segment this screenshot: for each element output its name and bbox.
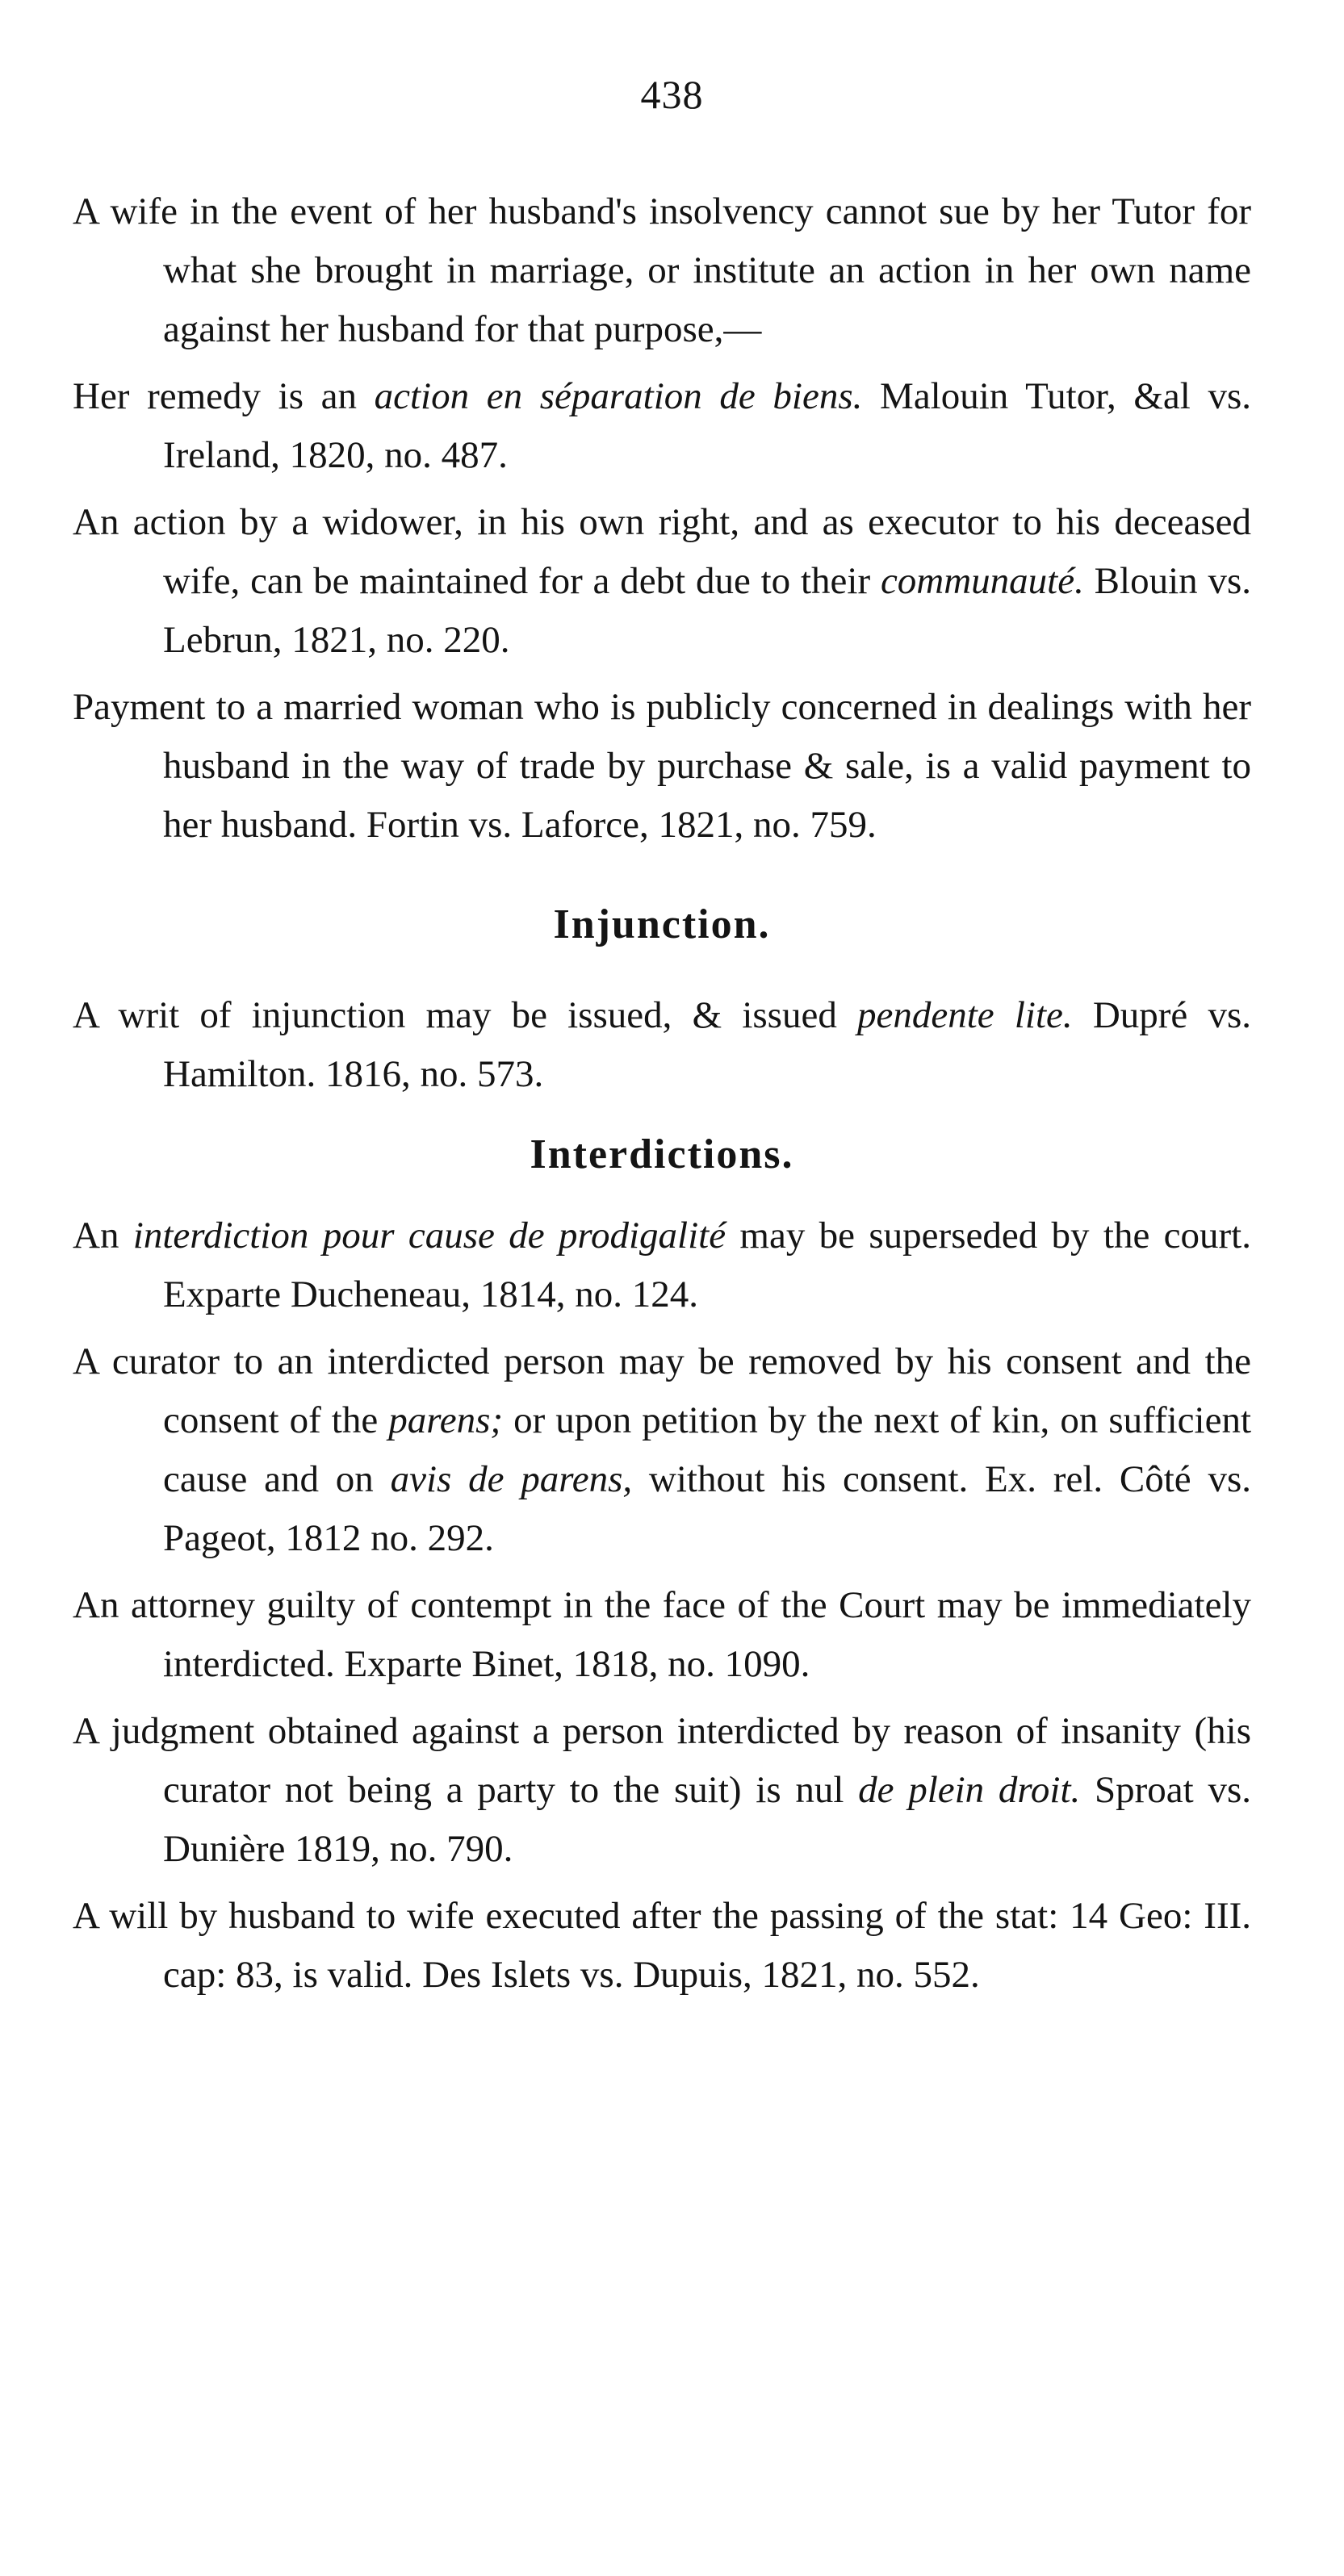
entry-text: A writ of injunction may be issued, & issued bbox=[73, 994, 858, 1036]
entry-text: Her remedy is an bbox=[73, 375, 375, 417]
entry-text: An bbox=[73, 1215, 133, 1257]
page-content bbox=[73, 182, 1251, 2013]
entry-interdiction-prodigalite bbox=[73, 1206, 1251, 1324]
entry-citation: Malouin Tutor, &al vs. Ireland, 1820, no. 487. bbox=[163, 375, 1251, 476]
entry-text: An attorney guilty of contempt in the face of the Court may be immediately interdicted. Exparte Binet, 1818, no. 1090. bbox=[73, 1584, 1251, 1685]
entry-text: Payment to a married woman who is publicly concerned in dealings with her husband in the way of trade by purchase & sale, is a valid payment to her husband. Fortin vs. Laforce, 1821, no. 759. bbox=[73, 686, 1251, 846]
entry-writ-injunction bbox=[73, 986, 1251, 1104]
entry-text: A will by husband to wife executed after the passing of the stat: 14 Geo: III. cap: 83, is valid. Des Islets vs. Dupuis, 1821, no. 552. bbox=[73, 1895, 1251, 1996]
entry-citation: may be superseded by the court. Exparte Ducheneau, 1814, no. 124. bbox=[163, 1215, 1251, 1315]
entry-curator-removed bbox=[73, 1332, 1251, 1568]
entry-citation: Sproat vs. Dunière 1819, no. 790. bbox=[163, 1769, 1251, 1870]
entry-italic-term: parens; bbox=[388, 1399, 504, 1441]
entry-text: A curator to an interdicted person may be removed by his consent and the consent of the bbox=[73, 1340, 1251, 1441]
entry-italic-term: pendente lite. bbox=[857, 994, 1073, 1036]
entry-italic-term: interdiction pour cause de prodigalité bbox=[132, 1215, 726, 1257]
entry-citation: without his consent. Ex. rel. Côté vs. Pageot, 1812 no. 292. bbox=[163, 1458, 1251, 1559]
entry-citation: Dupré vs. Hamilton. 1816, no. 573. bbox=[163, 994, 1251, 1095]
entry-italic-term: communauté. bbox=[880, 560, 1084, 602]
entry-italic-term: action en séparation de biens. bbox=[374, 375, 863, 417]
page-number: 438 bbox=[640, 72, 704, 117]
entry-her-remedy bbox=[73, 367, 1251, 485]
entry-text: An action by a widower, in his own right, and as executor to his deceased wife, can be maintained for a debt due to their bbox=[73, 501, 1251, 602]
entry-citation: Blouin vs. Lebrun, 1821, no. 220. bbox=[163, 560, 1251, 661]
entry-text: A judgment obtained against a person interdicted by reason of insanity (his curator not being a party to the suit) is nul bbox=[73, 1710, 1251, 1811]
entry-payment-married-woman bbox=[73, 678, 1251, 855]
entry-italic-term: de plein droit. bbox=[858, 1769, 1081, 1811]
entry-widower-action bbox=[73, 493, 1251, 670]
entry-attorney-contempt bbox=[73, 1576, 1251, 1694]
entry-will-husband-wife bbox=[73, 1887, 1251, 2005]
entry-judgment-insanity bbox=[73, 1702, 1251, 1879]
entry-text: or upon petition by the next of kin, on sufficient cause and on bbox=[163, 1399, 1252, 1500]
section-heading-injunction: Injunction. bbox=[553, 901, 771, 947]
entry-italic-term: avis de parens, bbox=[390, 1458, 633, 1500]
section-heading-interdictions: Interdictions. bbox=[530, 1131, 794, 1177]
entry-wife-insolvency bbox=[73, 182, 1251, 359]
entry-text: A wife in the event of her husband's insolvency cannot sue by her Tutor for what she brought in marriage, or institute an action in her own name against her husband for that purpose,— bbox=[73, 190, 1251, 350]
